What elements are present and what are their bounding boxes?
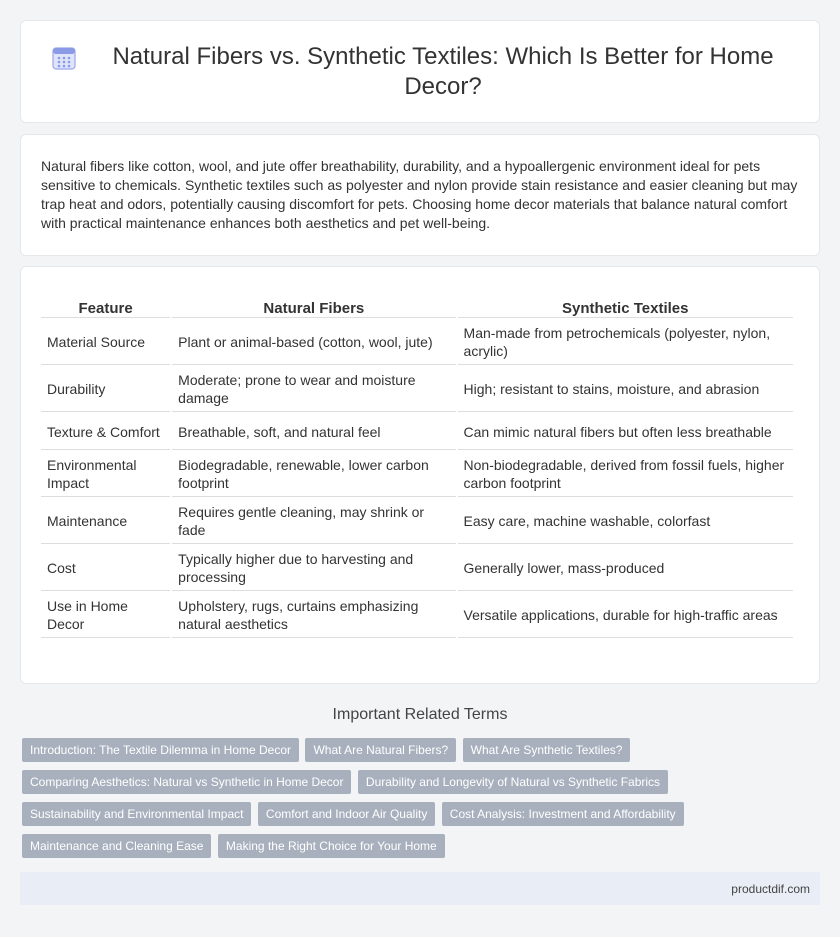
related-term-tag[interactable]: Cost Analysis: Investment and Affordability — [442, 802, 684, 826]
intro-text: Natural fibers like cotton, wool, and jute offer breathability, durability, and a hypoallergenic environment ideal for pets sensitive to chemicals. Synthetic textiles such as polyester and nylon provide stain resistance and easier cleaning but may trap heat and odors, potentially causing discomfort for pets. Choosing home decor materials that balance natural comfort with practical maintenance enhances both aesthetics and pet well-being. — [41, 158, 798, 231]
header-natural-fibers: Natural Fibers — [172, 291, 455, 318]
related-terms-heading: Important Related Terms — [332, 706, 508, 723]
table-cell: Man-made from petrochemicals (polyester, nylon, acrylic) — [458, 318, 793, 365]
table-cell: Texture & Comfort — [41, 412, 170, 450]
intro-card — [20, 134, 820, 256]
table-cell: Can mimic natural fibers but often less breathable — [458, 412, 793, 450]
table-cell: Moderate; prone to wear and moisture damage — [172, 365, 455, 412]
table-header-row — [41, 291, 793, 318]
table-cell: Breathable, soft, and natural feel — [172, 412, 455, 450]
table-cell: Non-biodegradable, derived from fossil fuels, higher carbon footprint — [458, 450, 793, 497]
table-cell: Plant or animal-based (cotton, wool, jute) — [172, 318, 455, 365]
related-term-tag[interactable]: Sustainability and Environmental Impact — [22, 802, 251, 826]
table-cell: Generally lower, mass-produced — [458, 544, 793, 591]
header-synthetic-textiles: Synthetic Textiles — [458, 291, 793, 318]
table-cell: Durability — [41, 365, 170, 412]
footer-site-link[interactable]: productdif.com — [731, 881, 810, 896]
table-row — [41, 450, 793, 497]
header-feature: Feature — [41, 291, 170, 318]
table-row — [41, 497, 793, 544]
title-card — [20, 20, 820, 123]
table-row — [41, 544, 793, 591]
table-row — [41, 591, 793, 638]
table-cell: Cost — [41, 544, 170, 591]
related-term-tag[interactable]: Comparing Aesthetics: Natural vs Synthetic in Home Decor — [22, 770, 351, 794]
table-row — [41, 318, 793, 365]
footer — [20, 872, 820, 905]
related-term-tag[interactable]: Introduction: The Textile Dilemma in Home Decor — [22, 738, 299, 762]
table-cell: Easy care, machine washable, colorfast — [458, 497, 793, 544]
table-cell: Requires gentle cleaning, may shrink or fade — [172, 497, 455, 544]
table-cell: Material Source — [41, 318, 170, 365]
table-cell: Typically higher due to harvesting and processing — [172, 544, 455, 591]
related-term-tag[interactable]: What Are Natural Fibers? — [305, 738, 456, 762]
table-row — [41, 412, 793, 450]
related-term-tag[interactable]: Maintenance and Cleaning Ease — [22, 834, 211, 858]
table-cell: Maintenance — [41, 497, 170, 544]
calendar-grid-icon — [51, 45, 77, 71]
table-cell: High; resistant to stains, moisture, and abrasion — [458, 365, 793, 412]
related-term-tag[interactable]: What Are Synthetic Textiles? — [463, 738, 631, 762]
related-term-tag[interactable]: Durability and Longevity of Natural vs Synthetic Fabrics — [358, 770, 668, 794]
comparison-card — [20, 266, 820, 684]
related-term-tag[interactable]: Comfort and Indoor Air Quality — [258, 802, 435, 826]
related-terms-list — [0, 738, 840, 866]
page-title: Natural Fibers vs. Synthetic Textiles: Which Is Better for Home Decor? — [112, 42, 774, 100]
table-cell: Versatile applications, durable for high-traffic areas — [458, 591, 793, 638]
table-cell: Environmental Impact — [41, 450, 170, 497]
table-cell: Use in Home Decor — [41, 591, 170, 638]
comparison-table — [39, 291, 795, 638]
table-cell: Upholstery, rugs, curtains emphasizing natural aesthetics — [172, 591, 455, 638]
table-cell: Biodegradable, renewable, lower carbon footprint — [172, 450, 455, 497]
table-row — [41, 365, 793, 412]
related-term-tag[interactable]: Making the Right Choice for Your Home — [218, 834, 445, 858]
